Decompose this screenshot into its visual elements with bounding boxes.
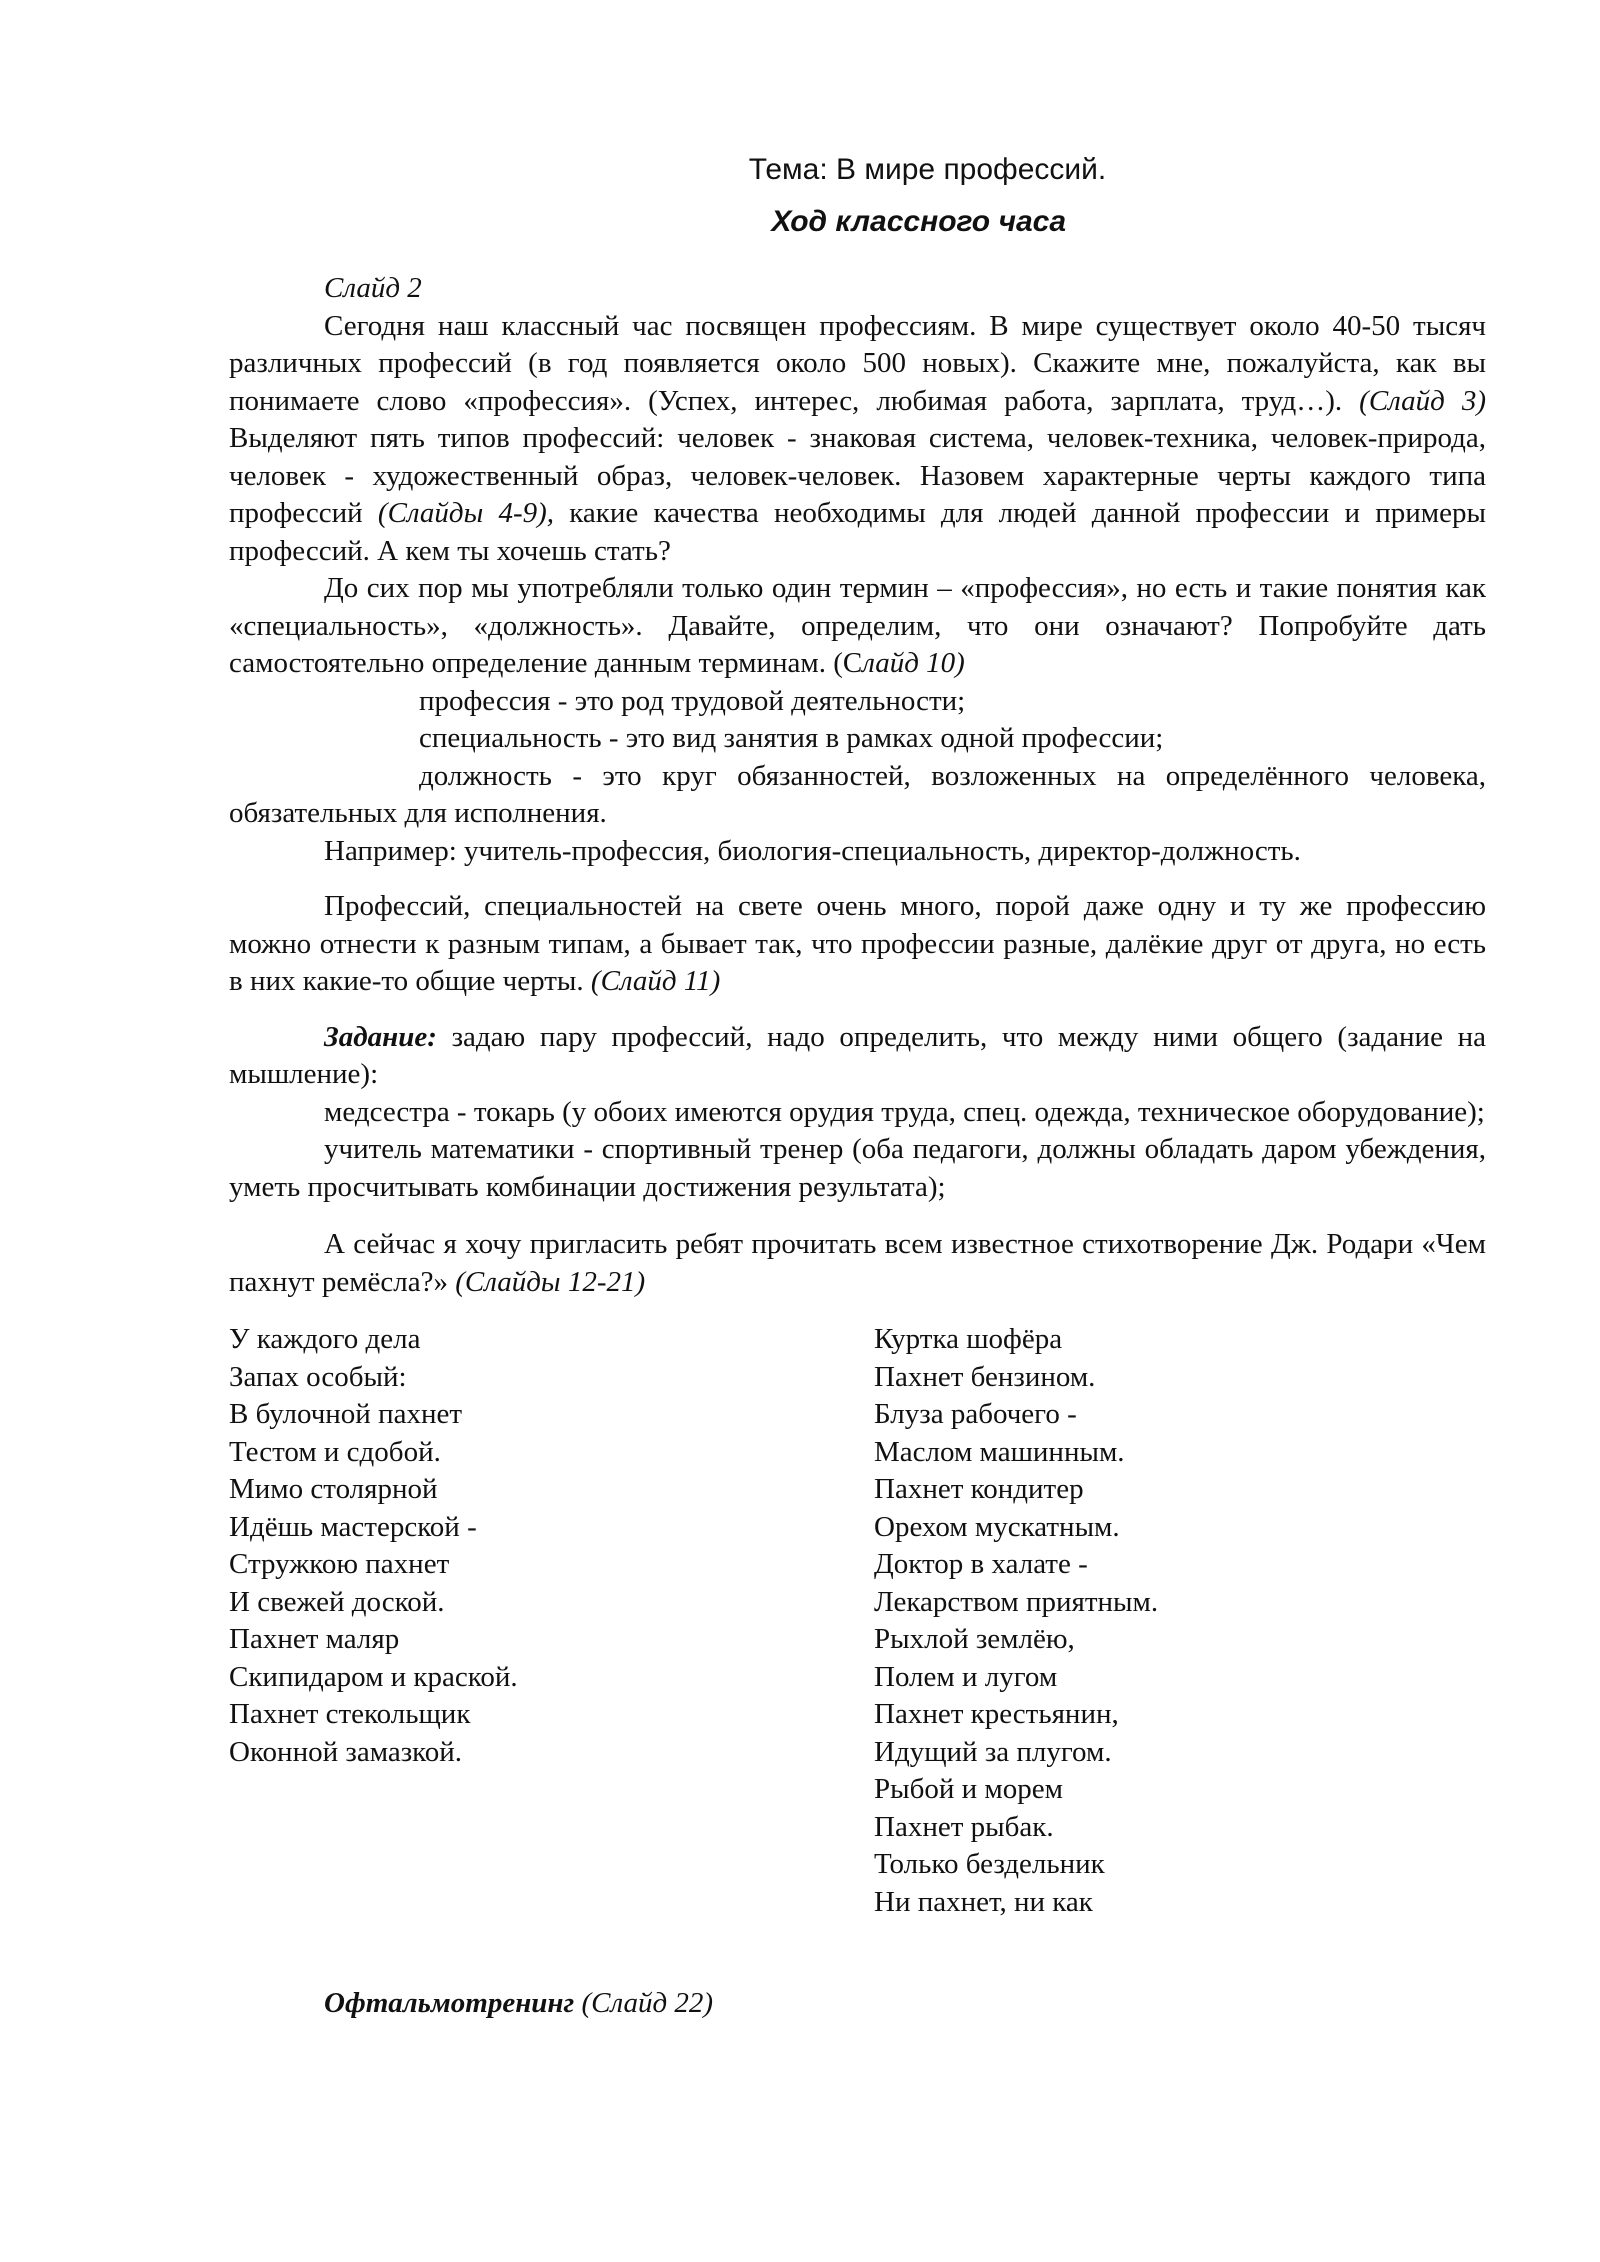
poem-line: Идущий за плугом. [874, 1735, 1112, 1768]
poem-line: Мимо столярной [229, 1473, 438, 1505]
lesson-subtitle: Ход классного часа [771, 205, 1066, 238]
poem-line: И свежей доской. [229, 1585, 445, 1618]
poem-line: Рыхлой землёю, [874, 1623, 1075, 1655]
poem-line: Куртка шофёра [874, 1323, 1063, 1355]
document-page [229, 150, 1486, 2023]
intro-text-a: Сегодня наш классный час посвящен профессиям. В мире существует около 40-50 тысяч различных профессий (в год появляется около 500 новых). Скажите мне, пожалуйста, как вы понимаете слово «профессия». (Успех, интерес, любимая работа, зарплата, труд…). [229, 309, 1486, 417]
slide-10-ref: лайд 10) [862, 647, 965, 679]
poem-intro-text: А сейчас я хочу пригласить ребят прочитать всем известное стихотворение Дж. Родари «Чем пахнут ремёсла?» [229, 1228, 1486, 1298]
poem-line: Пахнет рыбак. [874, 1810, 1054, 1843]
poem-line: В булочной пахнет [229, 1398, 463, 1430]
poem-line: Блуза рабочего - [874, 1398, 1077, 1430]
poem-column-right [874, 1321, 1486, 1921]
poem-line: Пахнет стекольщик [229, 1698, 471, 1730]
poem-line: Стружкою пахнет [229, 1548, 450, 1580]
eye-training-label: Офтальмотренинг [324, 1987, 575, 2019]
example-paragraph: Например: учитель-профессия, биология-специальность, директор-должность. [324, 834, 1301, 867]
poem-line: Только бездельник [874, 1848, 1105, 1880]
definition-profession: профессия - это род трудовой деятельности; [419, 684, 966, 717]
poem-line: Пахнет маляр [229, 1623, 400, 1655]
poem-line: Тестом и сдобой. [229, 1435, 441, 1468]
poem-line: Рыбой и морем [874, 1773, 1063, 1805]
poem-line: Пахнет бензином. [874, 1360, 1096, 1393]
poem-column-left [229, 1321, 874, 1921]
poem-line: Ни пахнет, ни как [874, 1885, 1093, 1918]
poem-line: Пахнет кондитер [874, 1473, 1084, 1505]
definition-specialty: специальность - это вид занятия в рамках одной профессии; [419, 722, 1164, 754]
intro-text-c: какие качества необходимы для людей данной профессии и примеры профессий. А кем ты хочешь стать? [229, 497, 1487, 567]
poem-line: Оконной замазкой. [229, 1735, 463, 1768]
poem-line: Запах особый: [229, 1360, 407, 1393]
professions-paragraph [229, 888, 1486, 1001]
poem [229, 1321, 1486, 1921]
poem-line: Доктор в халате - [874, 1548, 1088, 1580]
slide-3-ref: (Слайд 3) [1359, 384, 1487, 417]
eye-training-heading [229, 1985, 1486, 2023]
poem-line: Орехом мускатным. [874, 1510, 1120, 1543]
task-item-1: медсестра - токарь (у обоих имеются орудия труда, спец. одежда, техническое оборудование); [324, 1095, 1485, 1128]
slides-4-9-ref: (Слайды 4-9), [377, 497, 555, 529]
poem-line: Идёшь мастерской - [229, 1510, 477, 1543]
poem-line: Скипидаром и краской. [229, 1660, 518, 1693]
slide-22-ref: (Слайд 22) [574, 1987, 714, 2019]
intro-paragraph [229, 308, 1486, 571]
poem-line: Лекарством приятным. [874, 1585, 1159, 1618]
intro-text-b: Выделяют пять типов профессий: человек - знаковая система, человек-техника, человек-природа, человек - художественный образ, человек-человек. Назовем характерные черты каждого типа профессий [229, 422, 1486, 529]
terms-paragraph [229, 570, 1486, 683]
topic-heading: Тема: В мире профессий. [748, 153, 1107, 186]
slides-12-21-ref: (Слайды 12-21) [455, 1265, 646, 1298]
professions-text: Профессий, специальностей на свете очень много, порой даже одну и ту же профессию можно отнести к разным типам, а бывает так, что профессии разные, далёкие друг от друга, но есть в них какие-то общие черты. [229, 890, 1486, 997]
task-label: Задание: [324, 1020, 437, 1053]
slide-2-label: Слайд 2 [324, 272, 422, 304]
poem-line: У каждого дела [229, 1323, 421, 1355]
poem-line: Пахнет крестьянин, [874, 1698, 1119, 1730]
terms-text: До сих пор мы употребляли только один термин – «профессия», но есть и такие понятия как «специальность», «должность». Давайте, определим, что они означают? Попробуйте дать самостоятельно определение данным терминам. (С [229, 572, 1486, 679]
task-text: задаю пару профессий, надо определить, что между ними общего (задание на мышление): [229, 1020, 1486, 1090]
slide-11-ref: (Слайд 11) [590, 965, 721, 997]
task-paragraph [229, 1019, 1486, 1094]
definition-position: должность - это круг обязанностей, возложенных на определённого человека, обязательных для исполнения. [229, 759, 1486, 829]
poem-line: Маслом машинным. [874, 1435, 1125, 1468]
task-item-2: учитель математики - спортивный тренер (оба педагоги, должны обладать даром убеждения, уметь просчитывать комбинации достижения результата); [229, 1133, 1486, 1203]
poem-intro-paragraph [229, 1226, 1486, 1301]
poem-line: Полем и лугом [874, 1660, 1058, 1693]
